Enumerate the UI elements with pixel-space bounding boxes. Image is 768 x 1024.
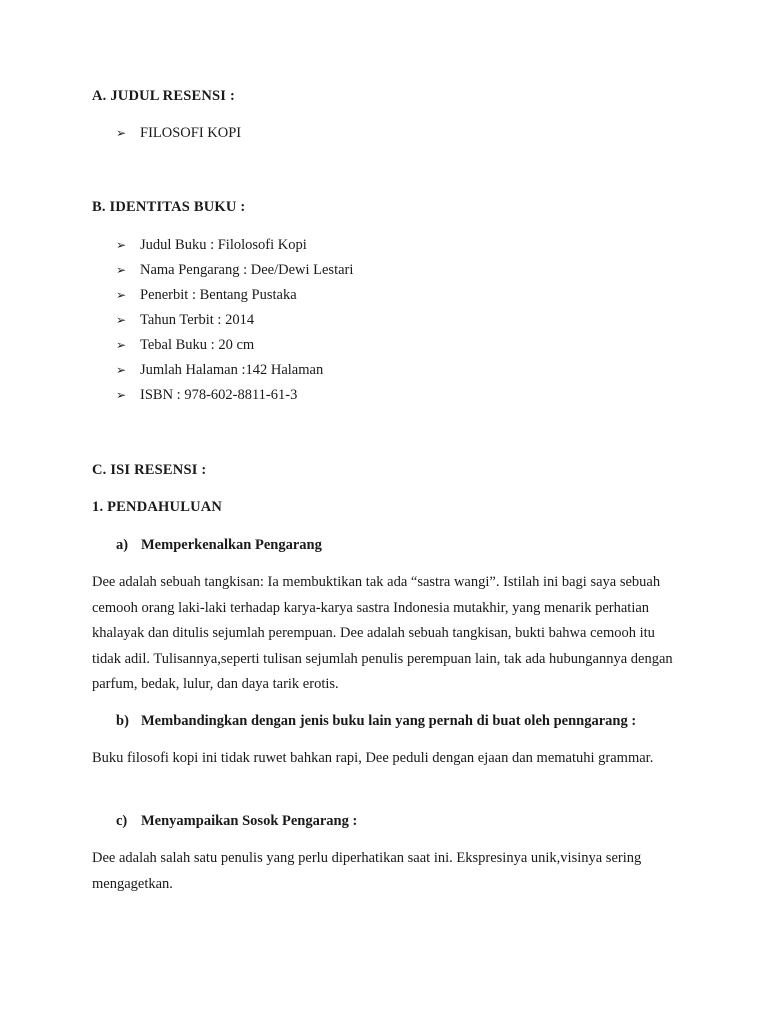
list-item [116, 358, 353, 383]
list-item [116, 233, 353, 258]
subsection-b-paragraph: Buku filosofi kopi ini tidak ruwet bahkan rapi, Dee peduli dengan ejaan dan mematuhi grammar. [92, 750, 654, 766]
arrowhead-bullet-icon: ➢ [116, 388, 127, 402]
subsection-a-paragraph: Dee adalah sebuah tangkisan: Ia membuktikan tak ada “sastra wangi”. Istilah ini bagi saya sebuah cemooh orang laki-laki terhadap karya-karya sastra Indonesia mutakhir, yang menarik perhatian khalayak dan ditulis sejumlah perempuan. Dee adalah sebuah tangkisan, bukti bahwa cemooh itu tidak adil. Tulisannya,seperti tulisan sejumlah penulis perempuan lain, tak ada hubungannya dengan parfum, bedak, lulur, dan daya tarik erotis. [92, 574, 673, 692]
subsection-title-text: Memperkenalkan Pengarang [141, 537, 322, 553]
arrowhead-bullet-icon: ➢ [116, 238, 127, 252]
subsection-letter: a) [116, 537, 129, 553]
list-item-text: Tebal Buku : 20 cm [140, 337, 255, 353]
section-a-heading: A. JUDUL RESENSI : [92, 88, 235, 104]
subsection-letter: b) [116, 713, 129, 729]
list-item-text: Penerbit : Bentang Pustaka [140, 287, 297, 303]
subsection-title-text: Membandingkan dengan jenis buku lain yang pernah di buat oleh penngarang : [141, 713, 637, 729]
arrowhead-bullet-icon: ➢ [116, 338, 127, 352]
subsection-c-title [116, 813, 357, 830]
section-a-list [116, 121, 241, 146]
subsection-b-title [116, 713, 636, 730]
section-b-heading: B. IDENTITAS BUKU : [92, 199, 246, 215]
subsection-title-text: Menyampaikan Sosok Pengarang : [141, 813, 358, 829]
arrowhead-bullet-icon: ➢ [116, 313, 127, 327]
list-item-text: Jumlah Halaman :142 Halaman [140, 362, 324, 378]
list-item-text: Judul Buku : Filolosofi Kopi [140, 237, 307, 253]
list-item [116, 383, 353, 408]
list-item [116, 121, 241, 146]
list-item-text: Tahun Terbit : 2014 [140, 312, 255, 328]
arrowhead-bullet-icon: ➢ [116, 126, 127, 140]
arrowhead-bullet-icon: ➢ [116, 363, 127, 377]
subsection-c-paragraph: Dee adalah salah satu penulis yang perlu diperhatikan saat ini. Ekspresinya unik,visinya sering mengagetkan. [92, 850, 642, 892]
list-item [116, 308, 353, 333]
subsection-a-title [116, 537, 322, 554]
list-item [116, 333, 353, 358]
list-item-text: Nama Pengarang : Dee/Dewi Lestari [140, 262, 354, 278]
subsection-letter: c) [116, 813, 128, 829]
list-item-text: FILOSOFI KOPI [140, 125, 242, 141]
section-c-heading: C. ISI RESENSI : [92, 462, 207, 478]
list-item-text: ISBN : 978-602-8811-61-3 [140, 387, 298, 403]
pendahuluan-heading: 1. PENDAHULUAN [92, 499, 223, 515]
arrowhead-bullet-icon: ➢ [116, 263, 127, 277]
list-item [116, 283, 353, 308]
section-b-list [116, 233, 353, 408]
list-item [116, 258, 353, 283]
arrowhead-bullet-icon: ➢ [116, 288, 127, 302]
